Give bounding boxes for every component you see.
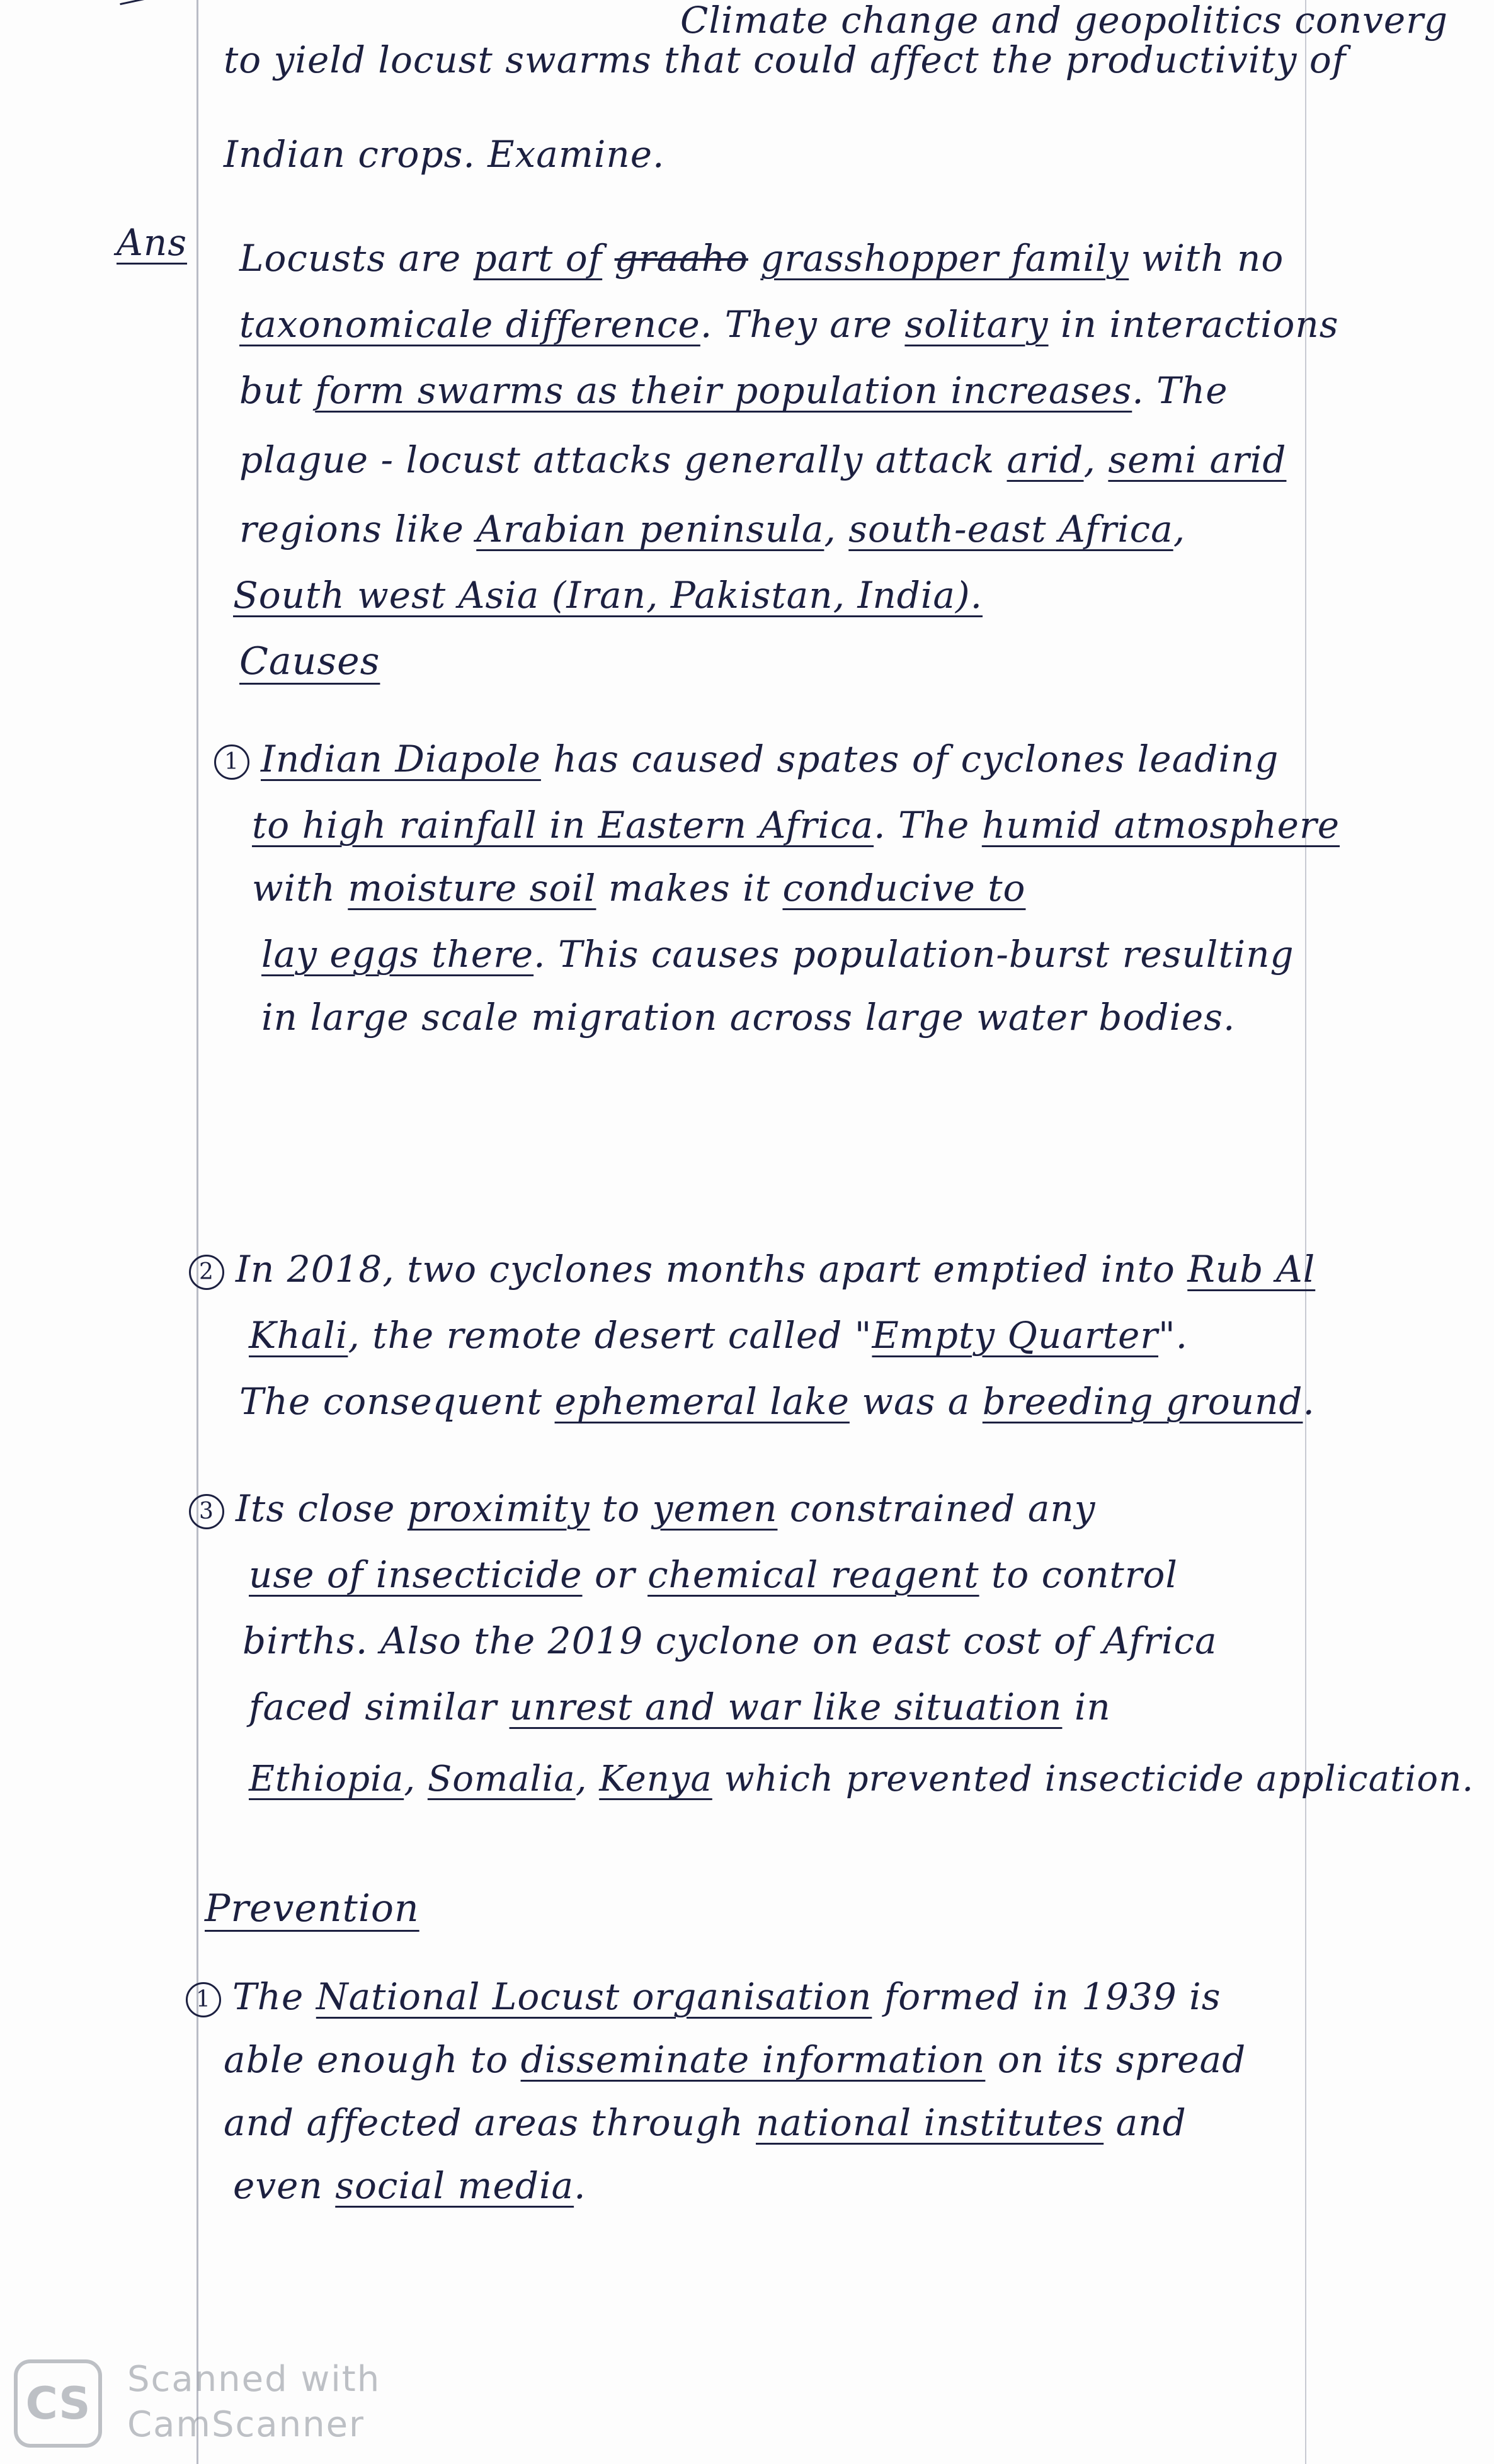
cause-underlined: conducive to xyxy=(782,867,1026,910)
cause-text: makes it xyxy=(608,867,771,910)
prevention-text: on its spread xyxy=(997,2038,1246,2081)
cause-underlined: Khali xyxy=(249,1314,348,1357)
cause-underlined: use of insecticide xyxy=(249,1553,583,1596)
cause-underlined: to high rainfall in Eastern Africa xyxy=(252,804,874,847)
intro-line-2 xyxy=(239,299,1339,350)
intro-text: regions like xyxy=(239,508,464,550)
cause-underlined: Rub Al xyxy=(1187,1248,1316,1291)
question-line-1: Climate change and geopolitics converg xyxy=(680,0,1449,42)
cause-text: with xyxy=(252,867,336,910)
answer-label: Ans xyxy=(117,221,188,264)
cause-underlined: Somalia xyxy=(427,1759,576,1800)
camscanner-logo: CS xyxy=(14,2359,102,2448)
intro-struck-word: graaho xyxy=(614,237,748,280)
cause-text: which prevented insecticide application. xyxy=(724,1759,1474,1800)
prevention-text: formed in 1939 is xyxy=(884,1975,1221,2018)
right-margin-rule xyxy=(1305,0,1306,2464)
cause-text: Its close xyxy=(236,1487,396,1530)
cause-underlined: chemical reagent xyxy=(647,1553,979,1596)
cause-text: , xyxy=(404,1759,416,1800)
cause-text: was a xyxy=(862,1380,971,1423)
cause-1-line-2 xyxy=(252,800,1340,850)
intro-underlined: solitary xyxy=(904,303,1049,346)
cause-text: In 2018, two cyclones months apart emptied into xyxy=(236,1248,1175,1291)
cause-underlined: Ethiopia xyxy=(249,1759,404,1800)
left-margin-rule xyxy=(197,0,198,2464)
intro-line-6: South west Asia (Iran, Pakistan, India). xyxy=(233,574,983,617)
intro-line-3 xyxy=(239,365,1228,416)
intro-line-1 xyxy=(239,233,1284,283)
intro-underlined: south-east Africa xyxy=(848,508,1173,550)
intro-underlined: semi arid xyxy=(1108,438,1287,481)
prevention-text: able enough to xyxy=(224,2038,509,2081)
prevention-underlined: national institutes xyxy=(756,2101,1104,2144)
pen-stroke-mark xyxy=(120,0,151,5)
prevention-1-number: 1 xyxy=(186,1982,221,2017)
cause-2-line-3 xyxy=(239,1376,1315,1427)
cause-3-number: 3 xyxy=(189,1494,224,1529)
intro-underlined: taxonomicale difference xyxy=(239,303,700,346)
prevention-text: and xyxy=(1115,2101,1187,2144)
intro-underlined: form swarms as their population increases xyxy=(315,369,1132,412)
prevention-underlined: National Locust organisation xyxy=(316,1975,872,2018)
prevention-text: The xyxy=(232,1975,304,2018)
cause-3-line-1 xyxy=(189,1483,1096,1534)
causes-heading: Causes xyxy=(239,639,380,683)
prevention-1-line-2 xyxy=(224,2034,1246,2085)
cause-underlined: moisture soil xyxy=(348,867,596,910)
prevention-text: even xyxy=(233,2164,323,2207)
cause-1-line-3 xyxy=(252,863,1025,913)
cause-3-line-5 xyxy=(249,1754,1474,1805)
cause-2-number: 2 xyxy=(189,1255,224,1290)
prevention-1-line-1 xyxy=(186,1971,1221,2022)
prevention-1-line-4 xyxy=(233,2160,586,2211)
cause-text: has caused spates of cyclones leading xyxy=(553,738,1279,780)
cause-text: or xyxy=(594,1553,636,1596)
intro-text: in interactions xyxy=(1060,303,1339,346)
cause-text: , xyxy=(575,1759,588,1800)
intro-text: . The xyxy=(1132,369,1228,412)
cause-3-line-2 xyxy=(249,1549,1178,1600)
cause-text: in xyxy=(1074,1685,1111,1728)
cause-underlined: Indian Diapole xyxy=(261,738,541,780)
intro-underlined: arid xyxy=(1006,438,1084,481)
cause-1-number: 1 xyxy=(214,744,249,780)
cause-text: to control xyxy=(991,1553,1178,1596)
prevention-text: . xyxy=(574,2164,586,2207)
cause-text: . xyxy=(1303,1380,1315,1423)
intro-underlined: part of xyxy=(473,237,603,280)
cause-3-line-3: births. Also the 2019 cyclone on east cost of Africa xyxy=(242,1619,1217,1662)
cause-2-line-2 xyxy=(249,1310,1188,1360)
cause-underlined: lay eggs there xyxy=(261,933,534,976)
watermark-line-2: CamScanner xyxy=(127,2404,365,2445)
intro-text: , xyxy=(824,508,836,550)
intro-text: . They are xyxy=(700,303,892,346)
cause-text: , the remote desert called " xyxy=(348,1314,872,1357)
prevention-text: and affected areas through xyxy=(224,2101,744,2144)
intro-underlined: Arabian peninsula xyxy=(476,508,824,550)
cause-underlined: Kenya xyxy=(599,1759,712,1800)
cause-text: faced similar xyxy=(249,1685,498,1728)
cause-underlined: yemen xyxy=(652,1487,778,1530)
cause-2-line-1 xyxy=(189,1244,1315,1294)
cause-underlined: proximity xyxy=(407,1487,590,1530)
intro-line-5 xyxy=(239,504,1185,554)
cause-1-line-5: in large scale migration across large water bodies. xyxy=(261,996,1236,1039)
intro-text: but xyxy=(239,369,303,412)
camscanner-text xyxy=(127,2357,380,2448)
intro-text: plague - locust attacks generally attack xyxy=(239,438,995,481)
intro-text: , xyxy=(1083,438,1096,481)
watermark-line-1: Scanned with xyxy=(127,2359,381,2400)
cause-underlined: ephemeral lake xyxy=(554,1380,850,1423)
cause-text: The consequent xyxy=(239,1380,543,1423)
prevention-1-line-3 xyxy=(224,2097,1187,2148)
intro-text: with no xyxy=(1141,237,1284,280)
cause-underlined: Empty Quarter xyxy=(872,1314,1158,1357)
cause-3-line-4 xyxy=(249,1682,1111,1732)
cause-text: to xyxy=(602,1487,641,1530)
camscanner-watermark xyxy=(14,2357,392,2451)
cause-underlined: breeding ground xyxy=(982,1380,1303,1423)
prevention-heading: Prevention xyxy=(205,1886,419,1931)
prevention-underlined: disseminate information xyxy=(520,2038,986,2081)
intro-text: , xyxy=(1173,508,1186,550)
cause-text: ". xyxy=(1158,1314,1189,1357)
intro-line-4 xyxy=(239,435,1286,485)
cause-text: constrained any xyxy=(789,1487,1096,1530)
question-line-2: to yield locust swarms that could affect the productivity of xyxy=(224,38,1347,81)
cause-text: . This causes population-burst resulting xyxy=(533,933,1294,976)
cause-1-line-1 xyxy=(214,734,1279,784)
cause-text: . The xyxy=(874,804,970,847)
cause-underlined: humid atmosphere xyxy=(981,804,1340,847)
prevention-underlined: social media xyxy=(335,2164,574,2207)
cause-underlined: unrest and war like situation xyxy=(509,1685,1063,1728)
cause-1-line-4 xyxy=(261,929,1294,979)
intro-text: Locusts are xyxy=(239,237,462,280)
question-line-3: Indian crops. Examine. xyxy=(224,133,665,176)
intro-underlined: grasshopper family xyxy=(760,237,1129,280)
